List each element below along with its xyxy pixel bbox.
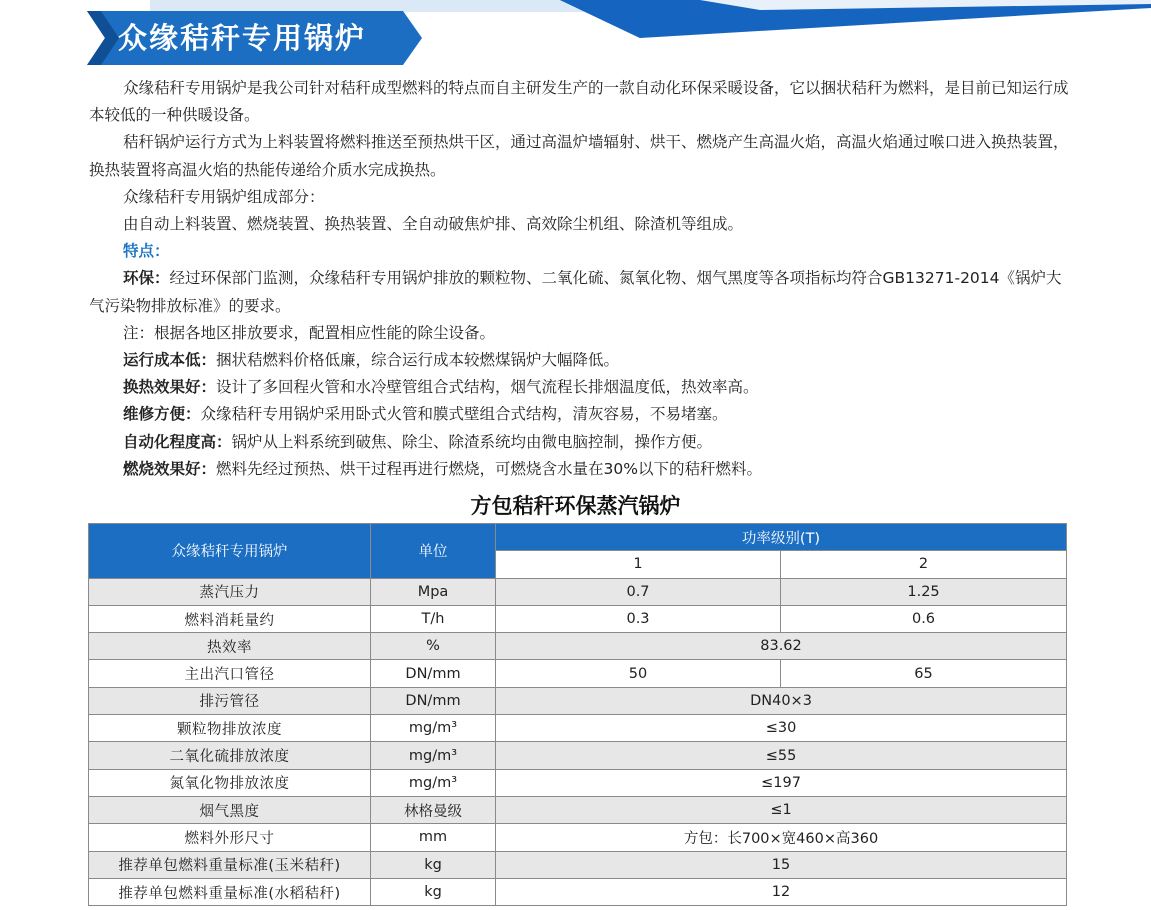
table-row xyxy=(89,769,1067,796)
row-unit: 林格曼级 xyxy=(371,796,496,823)
feature-label: 自动化程度高： xyxy=(123,432,232,451)
table-row xyxy=(89,660,1067,687)
header-unit: 单位 xyxy=(371,524,496,579)
row-label: 燃料消耗量约 xyxy=(89,605,371,632)
feature-text: 捆状秸燃料价格低廉，综合运行成本较燃煤锅炉大幅降低。 xyxy=(216,351,620,370)
feature-label: 燃烧效果好： xyxy=(123,459,217,478)
feature-environment xyxy=(89,265,1069,319)
feature-text: 燃料先经过预热、烘干过程再进行燃烧，可燃烧含水量在30%以下的秸秆燃料。 xyxy=(216,459,762,478)
table-row xyxy=(89,633,1067,660)
spec-table-body xyxy=(89,578,1067,906)
features-title: 特点： xyxy=(123,242,170,261)
row-unit: mm xyxy=(371,824,496,851)
components-title: 众缘秸秆专用锅炉组成部分： xyxy=(123,187,325,206)
description-body xyxy=(89,75,1069,483)
row-label: 蒸汽压力 xyxy=(89,578,371,605)
row-value-merged: DN40×3 xyxy=(496,687,1067,714)
row-value-merged: ≤1 xyxy=(496,796,1067,823)
feature-label: 环保： xyxy=(123,269,170,288)
row-unit: kg xyxy=(371,851,496,878)
row-label: 热效率 xyxy=(89,633,371,660)
table-row xyxy=(89,605,1067,632)
row-unit: Mpa xyxy=(371,578,496,605)
row-unit: mg/m³ xyxy=(371,742,496,769)
feature-combustion xyxy=(89,456,1069,483)
row-label: 颗粒物排放浓度 xyxy=(89,715,371,742)
feature-maintenance xyxy=(89,401,1069,428)
row-value-level-1: 50 xyxy=(496,660,781,687)
table-row xyxy=(89,687,1067,714)
row-unit: DN/mm xyxy=(371,660,496,687)
row-label: 排污管径 xyxy=(89,687,371,714)
page-title: 众缘秸秆专用锅炉 xyxy=(118,21,367,55)
table-row xyxy=(89,796,1067,823)
row-value-merged: 83.62 xyxy=(496,633,1067,660)
header-level-2: 2 xyxy=(781,551,1067,578)
feature-text: 众缘秸秆专用锅炉采用卧式火管和膜式壁组合式结构，清灰容易，不易堵塞。 xyxy=(200,405,728,424)
note-text: 注：根据各地区排放要求，配置相应性能的除尘设备。 xyxy=(123,323,496,342)
row-value-merged: 15 xyxy=(496,851,1067,878)
row-label: 二氧化硫排放浓度 xyxy=(89,742,371,769)
row-label: 主出汽口管径 xyxy=(89,660,371,687)
feature-text: 设计了多回程火管和水冷壁管组合式结构，烟气流程长排烟温度低，热效率高。 xyxy=(216,378,759,397)
feature-cost xyxy=(89,347,1069,374)
feature-text: 经过环保部门监测，众缘秸秆专用锅炉排放的颗粒物、二氧化硫、氮氧化物、烟气黑度等各项指标均符合GB13271-2014《锅炉大气污染物排放标准》的要求。 xyxy=(89,269,1062,315)
row-unit: % xyxy=(371,633,496,660)
header-product-name: 众缘秸秆专用锅炉 xyxy=(89,524,371,579)
feature-label: 运行成本低： xyxy=(123,351,217,370)
row-label: 燃料外形尺寸 xyxy=(89,824,371,851)
row-value-merged: 12 xyxy=(496,878,1067,905)
row-label: 烟气黑度 xyxy=(89,796,371,823)
feature-label: 换热效果好： xyxy=(123,378,217,397)
table-row xyxy=(89,824,1067,851)
row-value-level-2: 1.25 xyxy=(781,578,1067,605)
row-value-merged: ≤55 xyxy=(496,742,1067,769)
header-level-1: 1 xyxy=(496,551,781,578)
row-value-level-2: 0.6 xyxy=(781,605,1067,632)
row-label: 氮氧化物排放浓度 xyxy=(89,769,371,796)
table-row xyxy=(89,878,1067,905)
feature-label: 维修方便： xyxy=(123,405,201,424)
row-label: 推荐单包燃料重量标准(水稻秸秆) xyxy=(89,878,371,905)
row-value-level-1: 0.7 xyxy=(496,578,781,605)
row-unit: DN/mm xyxy=(371,687,496,714)
table-row xyxy=(89,578,1067,605)
table-row xyxy=(89,715,1067,742)
table-title: 方包秸秆环保蒸汽锅炉 xyxy=(470,494,681,518)
row-value-merged: ≤197 xyxy=(496,769,1067,796)
intro-paragraph-1: 众缘秸秆专用锅炉是我公司针对秸秆成型燃料的特点而自主研发生产的一款自动化环保采暖设备，它以捆状秸秆为燃料，是目前已知运行成本较低的一种供暖设备。 xyxy=(89,79,1069,125)
row-value-level-2: 65 xyxy=(781,660,1067,687)
table-row xyxy=(89,742,1067,769)
row-unit: kg xyxy=(371,878,496,905)
row-unit: mg/m³ xyxy=(371,715,496,742)
row-unit: mg/m³ xyxy=(371,769,496,796)
row-label: 推荐单包燃料重量标准(玉米秸秆) xyxy=(89,851,371,878)
table-row xyxy=(89,851,1067,878)
row-value-level-1: 0.3 xyxy=(496,605,781,632)
components-body: 由自动上料装置、燃烧装置、换热装置、全自动破焦炉排、高效除尘机组、除渣机等组成。 xyxy=(123,215,744,234)
feature-automation xyxy=(89,429,1069,456)
spec-table xyxy=(88,523,1067,906)
feature-text: 锅炉从上料系统到破焦、除尘、除渣系统均由微电脑控制，操作方便。 xyxy=(231,432,713,451)
row-value-merged: ≤30 xyxy=(496,715,1067,742)
row-value-merged: 方包：长700×宽460×高360 xyxy=(496,824,1067,851)
header-power-level: 功率级别(T) xyxy=(496,524,1067,551)
row-unit: T/h xyxy=(371,605,496,632)
intro-paragraph-2: 秸秆锅炉运行方式为上料装置将燃料推送至预热烘干区，通过高温炉墙辐射、烘干、燃烧产生高温火焰，高温火焰通过喉口进入换热装置，换热装置将高温火焰的热能传递给介质水完成换热。 xyxy=(89,133,1069,179)
feature-heat-exchange xyxy=(89,374,1069,401)
